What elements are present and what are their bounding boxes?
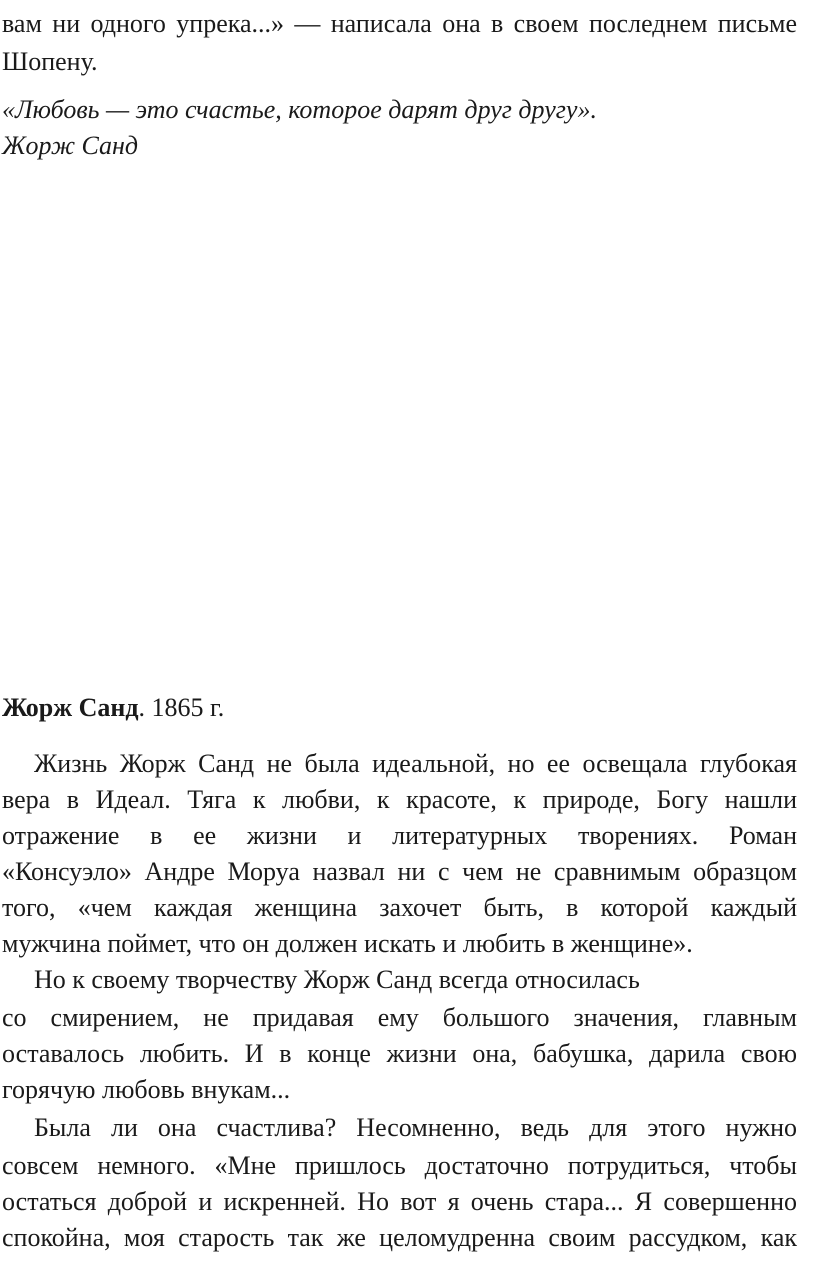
text-line: вам ни одного упрека...» — написала она в своем последнем письме — [2, 9, 797, 38]
text-line: Была ли она счастлива? Несомненно, ведь для этого нужно — [34, 1113, 797, 1142]
text-line: Шопену. — [2, 47, 98, 76]
text-line: вера в Идеал. Тяга к любви, к красоте, к природе, Богу нашли — [2, 785, 797, 814]
text-line: совсем немного. «Мне пришлось достаточно потрудиться, чтобы — [2, 1151, 797, 1180]
text-line: Но к своему творчеству Жорж Санд всегда относилась — [34, 965, 640, 994]
text-line: того, «чем каждая женщина захочет быть, в которой каждый — [2, 893, 797, 922]
text-line: «Консуэло» Андре Моруа назвал ни с чем не сравнимым образцом — [2, 857, 797, 886]
text-line: со смирением, не придавая ему большого значения, главным — [2, 1003, 797, 1032]
text-line: оставалось любить. И в конце жизни она, бабушка, дарила свою — [2, 1039, 797, 1068]
text-line: горячую любовь внукам... — [2, 1075, 291, 1104]
caption-year: . 1865 г. — [138, 693, 225, 722]
image-caption — [2, 690, 224, 726]
text-line: спокойна, моя старость так же целомудренна своим рассудком, как — [2, 1223, 797, 1252]
caption-name: Жорж Санд — [2, 693, 139, 722]
text-line: остаться доброй и искренней. Но вот я очень стара... Я совершенно — [2, 1187, 797, 1216]
quote-text: «Любовь — это счастье, которое дарят друг другу». — [2, 95, 597, 124]
text-line: мужчина поймет, что он должен искать и любить в женщине». — [2, 929, 693, 958]
text-line: Жизнь Жорж Санд не была идеальной, но ее освещала глубокая — [34, 749, 797, 778]
quote-author: Жорж Санд — [2, 131, 139, 160]
text-line: отражение в ее жизни и литературных творениях. Роман — [2, 821, 797, 850]
